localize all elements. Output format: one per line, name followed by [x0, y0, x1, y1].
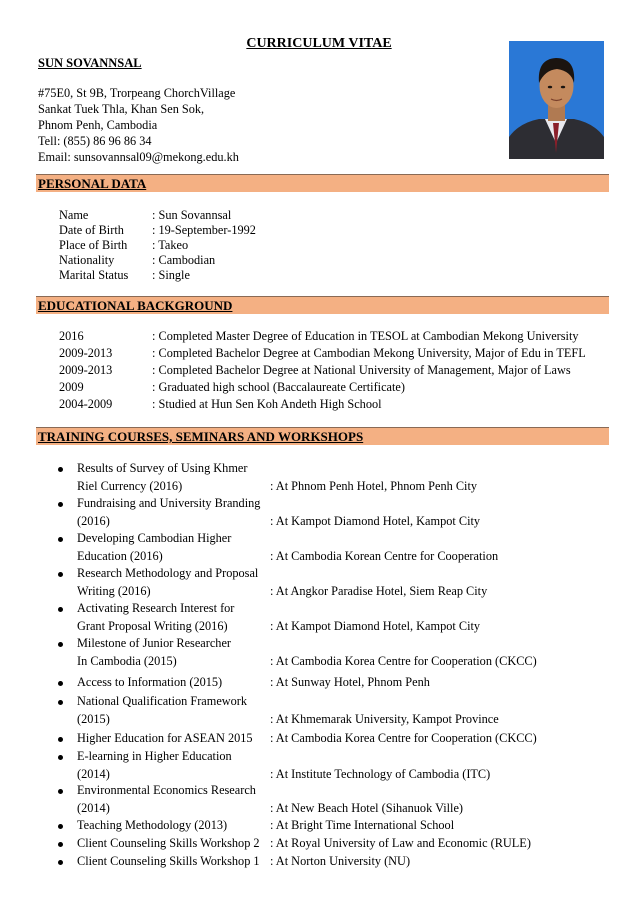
- bullet-icon: [58, 860, 63, 865]
- training-heading-text: TRAINING COURSES, SEMINARS AND WORKSHOPS: [38, 429, 364, 444]
- education-year: 2009: [59, 380, 84, 394]
- training-title-cont: Writing (2016): [77, 584, 151, 598]
- education-desc: : Completed Master Degree of Education in TESOL at Cambodian Mekong University: [152, 329, 579, 343]
- bullet-icon: [58, 842, 63, 847]
- contact-block: [38, 85, 239, 165]
- education-desc: : Studied at Hun Sen Koh Andeth High School: [152, 397, 382, 411]
- training-location: : At Royal University of Law and Economic (RULE): [270, 836, 531, 850]
- education-year: 2009-2013: [59, 363, 113, 377]
- training-location: : At Cambodia Korea Centre for Cooperation (CKCC): [270, 654, 537, 668]
- training-title: Access to Information (2015): [77, 675, 223, 689]
- training-title: Developing Cambodian Higher: [77, 531, 232, 545]
- training-location: : At Angkor Paradise Hotel, Siem Reap City: [270, 584, 488, 598]
- training-title: Results of Survey of Using Khmer: [77, 461, 248, 475]
- training-location: : At Khmemarak University, Kampot Province: [270, 712, 499, 726]
- bullet-icon: [58, 824, 63, 829]
- training-title-cont: In Cambodia (2015): [77, 654, 177, 668]
- personal-label: Marital Status: [59, 268, 129, 282]
- bullet-icon: [58, 467, 63, 472]
- bullet-icon: [58, 502, 63, 507]
- bullet-icon: [58, 737, 63, 742]
- personal-value: : Takeo: [152, 238, 189, 252]
- address-line-3: Phnom Penh, Cambodia: [38, 118, 158, 132]
- personal-data-heading-text: PERSONAL DATA: [38, 176, 147, 191]
- bullet-icon: [58, 607, 63, 612]
- training-title-cont: Grant Proposal Writing (2016): [77, 619, 228, 633]
- training-title: Client Counseling Skills Workshop 2: [77, 836, 260, 850]
- personal-label: Place of Birth: [59, 238, 128, 252]
- training-title: Higher Education for ASEAN 2015: [77, 731, 253, 745]
- training-location: : At Institute Technology of Cambodia (ITC): [270, 767, 491, 781]
- personal-value: : Sun Sovannsal: [152, 208, 232, 222]
- personal-value: : 19-September-1992: [152, 223, 256, 237]
- bullet-icon: [58, 572, 63, 577]
- document-title: CURRICULUM VITAE: [246, 36, 392, 51]
- applicant-name: SUN SOVANNSAL: [38, 56, 142, 70]
- profile-photo: [509, 41, 604, 159]
- training-location: : At Norton University (NU): [270, 854, 411, 868]
- training-title: Client Counseling Skills Workshop 1: [77, 854, 260, 868]
- training-title: National Qualification Framework: [77, 694, 248, 708]
- training-title: Milestone of Junior Researcher: [77, 636, 232, 650]
- training-title: Environmental Economics Research: [77, 783, 256, 797]
- training-title: Activating Research Interest for: [77, 601, 235, 615]
- training-location: : At New Beach Hotel (Sihanuok Ville): [270, 801, 464, 815]
- education-year: 2016: [59, 329, 84, 343]
- personal-label: Date of Birth: [59, 223, 124, 237]
- training-title-cont: Riel Currency (2016): [77, 479, 183, 493]
- personal-label: Nationality: [59, 253, 115, 267]
- training-location: : At Kampot Diamond Hotel, Kampot City: [270, 619, 481, 633]
- personal-value: : Single: [152, 268, 190, 282]
- training-location: : At Kampot Diamond Hotel, Kampot City: [270, 514, 481, 528]
- training-heading: [36, 427, 609, 445]
- training-title: Research Methodology and Proposal: [77, 566, 259, 580]
- training-title: Teaching Methodology (2013): [77, 818, 228, 832]
- training-location: : At Cambodia Korean Centre for Cooperation: [270, 549, 499, 563]
- email-line: Email: sunsovannsal09@mekong.edu.kh: [38, 150, 239, 164]
- education-desc: : Completed Bachelor Degree at Cambodian Mekong University, Major of Edu in TEFL: [152, 346, 586, 360]
- bullet-icon: [58, 642, 63, 647]
- education-desc: : Graduated high school (Baccalaureate Certificate): [152, 380, 405, 394]
- training-location: : At Phnom Penh Hotel, Phnom Penh City: [270, 479, 478, 493]
- education-year: 2009-2013: [59, 346, 113, 360]
- personal-data-heading: [36, 174, 609, 192]
- education-heading-text: EDUCATIONAL BACKGROUND: [38, 298, 233, 313]
- bullet-icon: [58, 537, 63, 542]
- bullet-icon: [58, 681, 63, 686]
- training-location: : At Sunway Hotel, Phnom Penh: [270, 675, 430, 689]
- education-desc: : Completed Bachelor Degree at National University of Management, Major of Laws: [152, 363, 571, 377]
- phone-line: Tell: (855) 86 96 86 34: [38, 134, 152, 148]
- training-location: : At Cambodia Korea Centre for Cooperation (CKCC): [270, 731, 537, 745]
- address-line-1: #75E0, St 9B, Trorpeang ChorchVillage: [38, 86, 236, 100]
- training-title: Fundraising and University Branding: [77, 496, 261, 510]
- training-title-cont: (2014): [77, 801, 110, 815]
- training-title-cont: (2016): [77, 514, 110, 528]
- personal-value: : Cambodian: [152, 253, 216, 267]
- address-line-2: Sankat Tuek Thla, Khan Sen Sok,: [38, 102, 205, 116]
- training-location: : At Bright Time International School: [270, 818, 455, 832]
- training-title-cont: (2015): [77, 712, 110, 726]
- education-heading: [36, 296, 609, 314]
- portrait-illustration: [509, 41, 604, 159]
- training-title-cont: (2014): [77, 767, 110, 781]
- bullet-icon: [58, 700, 63, 705]
- education-year: 2004-2009: [59, 397, 113, 411]
- personal-label: Name: [59, 208, 89, 222]
- bullet-icon: [58, 755, 63, 760]
- bullet-icon: [58, 789, 63, 794]
- training-title-cont: Education (2016): [77, 549, 163, 563]
- training-title: E-learning in Higher Education: [77, 749, 232, 763]
